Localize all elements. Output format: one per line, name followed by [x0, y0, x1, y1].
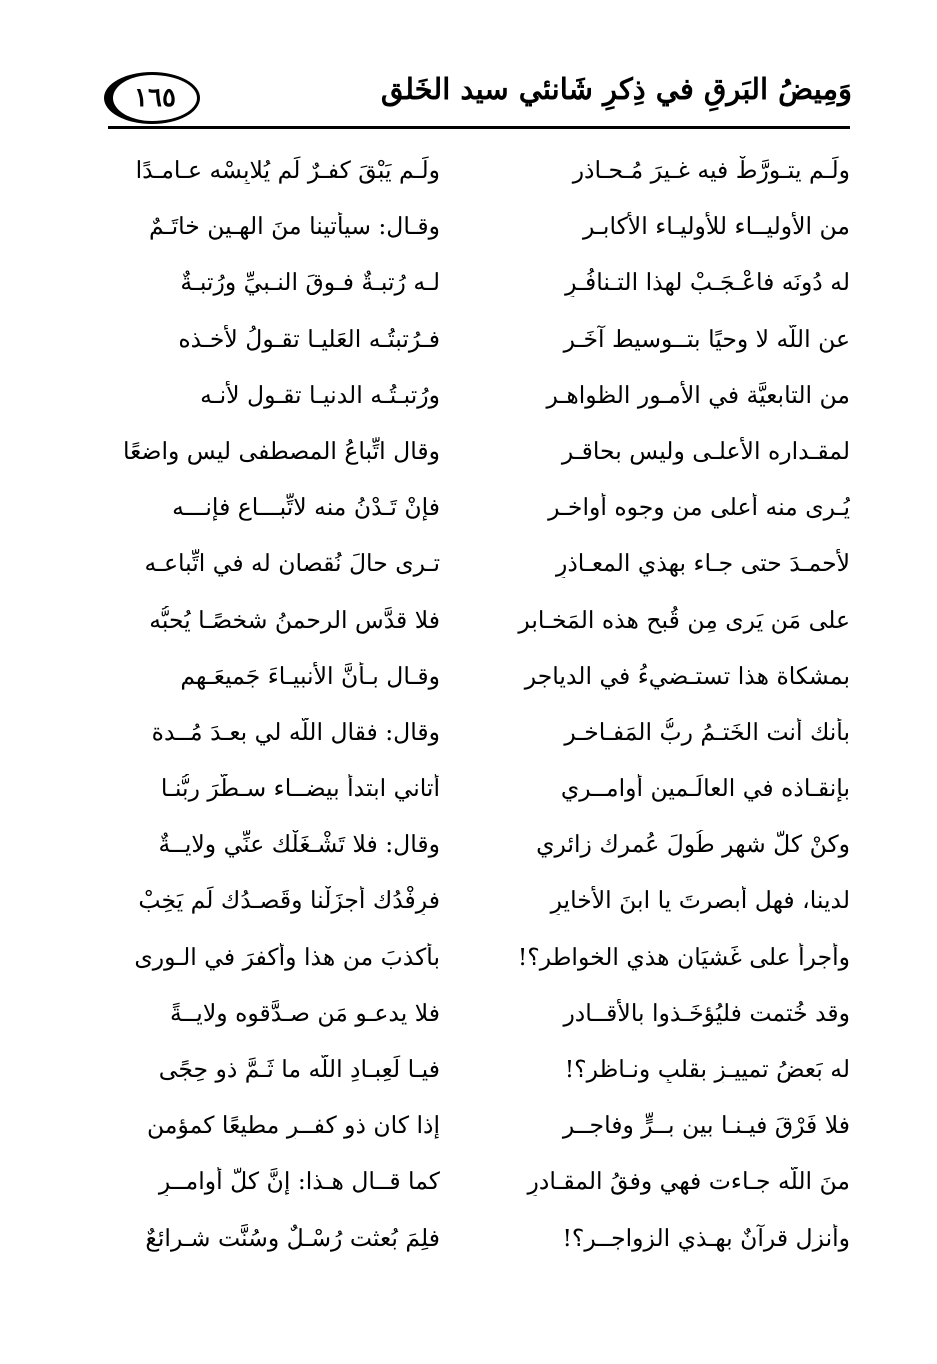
verse-first-hemistich: بأكذبَ من هذا وأكفرَ في الـورى: [134, 942, 440, 971]
verse-row: [105, 311, 850, 367]
running-title: وَمِيضُ البَرقِ في ذِكرِ شَانئي سيد الخَلق: [380, 72, 852, 106]
verse-second-hemistich: بمشكاة هذا تستـضيءُ في الدياجرِ: [524, 661, 850, 690]
verse-first-hemistich: لـه رُتبـةٌ فـوقَ النـبيِّ ورُتبـةٌ: [180, 268, 440, 297]
verse-row: [105, 704, 850, 760]
verse-row: [105, 760, 850, 816]
verse-first-hemistich: ورُتبـتُـه الدنيـا تقـول لأنـه: [200, 380, 440, 409]
verse-second-hemistich: ولَـم يتـورَّطْ فيه غـيرَ مُـحـاذرِ: [572, 156, 850, 184]
verse-row: [105, 592, 850, 648]
verse-first-hemistich: وقـال: سيأتينا منَ الهـين خاتَـمٌ: [149, 212, 440, 241]
verse-row: [105, 1097, 850, 1153]
verse-second-hemistich: عن اللَّه لا وحيًا بتــوسيط آخَـرِ: [563, 324, 850, 353]
page-number-badge: [104, 72, 200, 124]
verse-row: [105, 985, 850, 1041]
verse-first-hemistich: فلا قدَّس الرحمنُ شخصًـا يُحبُّه: [149, 605, 440, 634]
verse-row: [105, 535, 850, 591]
verse-second-hemistich: وأجرأ على غَشيَان هذي الخواطرِ؟!: [517, 942, 850, 971]
verse-first-hemistich: أتاني ابتدأ بيضــاء سـطَّرَ ربُّنـا: [160, 774, 440, 803]
verse-first-hemistich: فإنْ تَـدْنُ منه لاتِّبـــاعٍ فإنـــه: [172, 493, 440, 522]
verse-second-hemistich: وقد خُتمت فليُؤخَـذوا بالأقــادرِ: [563, 998, 850, 1027]
verse-first-hemistich: فيـا لَعِبـادِ اللَّه ما ثَـمَّ ذو حِجًى: [158, 1055, 440, 1083]
page-header: [100, 60, 852, 130]
verse-first-hemistich: إذا كان ذو كفــرٍ مطيعًا كمؤمنٍ: [147, 1111, 440, 1140]
verse-first-hemistich: وقال اتِّباعُ المصطفى ليس واضعًا: [123, 436, 440, 465]
verse-first-hemistich: وقال: فقال اللَّه لي بعـدَ مُــدة: [151, 717, 440, 746]
verse-row: [105, 254, 850, 310]
verse-row: [105, 367, 850, 423]
verse-first-hemistich: ولَـم يَبْقَ كفـرٌ لَم يُلابِسْه عـامـدًا: [135, 156, 440, 184]
verse-second-hemistich: بأنك أنت الخَتـمُ ربُّ المَفـاخـرِ: [564, 717, 850, 746]
verse-row: [105, 142, 850, 198]
verse-second-hemistich: من الأوليــاء للأوليـاء الأكابـرِ: [583, 212, 850, 241]
verse-second-hemistich: وأُنزل قرآنٌ بهـذي الزواجــرِ؟!: [562, 1223, 850, 1252]
verse-first-hemistich: كما قــال هـذا: إنَّ كلَّ أوامــرِ: [158, 1167, 440, 1196]
verse-second-hemistich: لدينا، فهل أبصرتَ يا ابنَ الأخايرِ: [550, 886, 850, 915]
verse-second-hemistich: لأحمـدَ حتى جـاء بهذي المعـاذرِ: [555, 549, 850, 578]
verse-row: [105, 198, 850, 254]
verse-row: [105, 929, 850, 985]
verse-row: [105, 648, 850, 704]
poem-body: [105, 142, 850, 1266]
verse-row: [105, 816, 850, 872]
verse-first-hemistich: وقـال بـأنَّ الأنبيـاءَ جَميعَـهم: [180, 661, 440, 690]
page-number: ١٦٥: [134, 83, 176, 113]
verse-second-hemistich: من التابعيَّة في الأمـور الظواهـرِ: [546, 380, 850, 409]
verse-second-hemistich: على مَن يَرى مِن قُبحِ هذه المَخـابرِ: [518, 605, 850, 634]
verse-first-hemistich: وقال: فلا تَشْـغَلْك عنِّي ولايــةٌ: [158, 830, 440, 859]
verse-row: [105, 423, 850, 479]
verse-second-hemistich: له بَعضُ تمييـزٍ بقلبٍ ونـاظرِ؟!: [564, 1055, 850, 1083]
verse-second-hemistich: له دُونَه فاعْـجَـبْ لهذا التـنافُـرِ: [565, 268, 850, 297]
verse-second-hemistich: منَ اللَّه جـاءت فهي وفقُ المقـادرِ: [527, 1167, 850, 1196]
verse-row: [105, 1041, 850, 1097]
verse-row: [105, 872, 850, 928]
verse-first-hemistich: فلا يدعـو مَن صـدَّقوه ولايــةً: [169, 998, 440, 1027]
verse-first-hemistich: فرِفْدُك أجزَلْنا وقَصـدُك لَم يَخِبْ: [138, 886, 440, 915]
verse-first-hemistich: فلِمَ بُعثت رُسْـلٌ وسُنَّت شـرائعٌ: [145, 1223, 440, 1252]
verse-second-hemistich: فلا فَرْقَ فيـنـا بين بــرٍّ وفاجــرِ: [562, 1111, 850, 1140]
verse-row: [105, 1210, 850, 1266]
verse-second-hemistich: لمقـداره الأعلـى وليس بحاقـرِ: [561, 436, 850, 465]
verse-second-hemistich: وكنْ كلَّ شهرٍ طُولَ عُمرك زائري: [536, 830, 850, 859]
verse-second-hemistich: يُـرى منه أعلى من وجوه أواخـرِ: [548, 493, 850, 522]
verse-second-hemistich: بإنقـاذه في العالَـمين أوامــري: [560, 774, 850, 803]
verse-row: [105, 479, 850, 535]
verse-row: [105, 1153, 850, 1209]
verse-first-hemistich: فـرُتبتُـه العَليـا تقـولُ لأخـذه: [178, 324, 440, 353]
header-rule: [108, 126, 850, 129]
verse-first-hemistich: تـرى حالَ نُقصان له في اتِّباعـه: [144, 549, 440, 578]
